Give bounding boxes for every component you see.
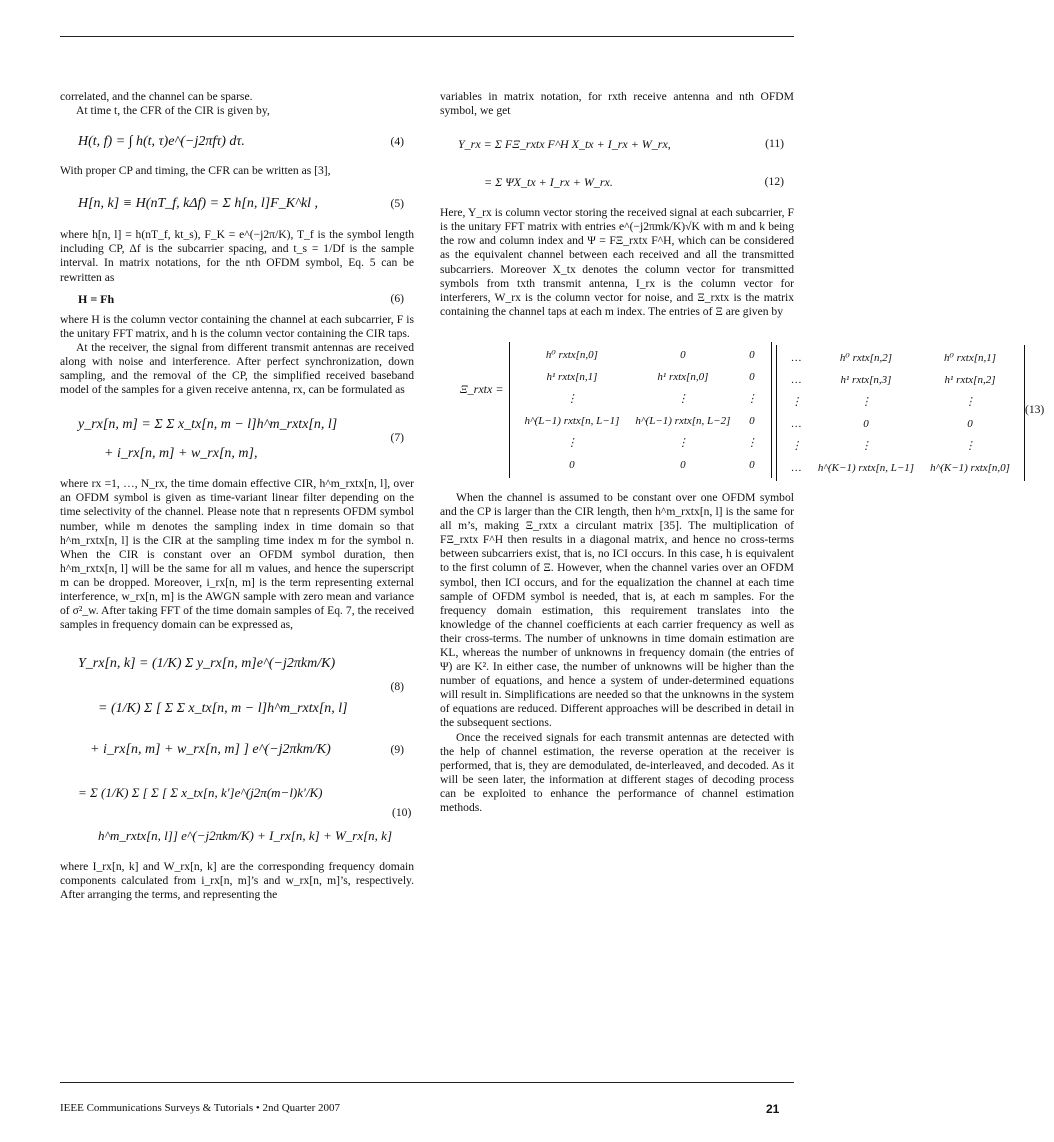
- matrix-cell: h¹ rxtx[n,0]: [657, 370, 709, 383]
- top-rule: [60, 36, 794, 37]
- matrix-cell: h¹ rxtx[n,2]: [944, 373, 996, 386]
- equation-line: = (1/K) Σ [ Σ Σ x_tx[n, m − l]h^m_rxtx[n, l]: [98, 701, 348, 717]
- equation-line: Y_rx[n, k] = (1/K) Σ y_rx[n, m]e^(−j2πkm/K): [78, 656, 336, 672]
- equation-11: [440, 134, 794, 154]
- matrix-cell: 0: [967, 417, 973, 430]
- channel-matrix-part-2: [776, 345, 1025, 481]
- matrix-cell: h⁰ rxtx[n,1]: [943, 351, 997, 364]
- matrix-cell: 0: [680, 458, 686, 471]
- equation-10: [60, 770, 414, 856]
- matrix-cell: ⋮: [746, 392, 758, 405]
- matrix-cell: …: [791, 373, 802, 386]
- matrix-cell: ⋮: [746, 436, 758, 449]
- matrix-cell: ⋮: [566, 392, 578, 405]
- equation-4: [60, 132, 414, 152]
- equation-body: Y_rx = Σ FΞ_rxtx F^H X_tx + I_rx + W_rx,: [458, 137, 671, 152]
- paragraph: where I_rx[n, k] and W_rx[n, k] are the corresponding frequency domain components calculated from i_rx[n, m]’s and w_rx[n, m]’s, respectively. After arranging the terms, and representing the: [60, 860, 414, 902]
- paragraph: where rx =1, …, N_rx, the time domain effective CIR, h^m_rxtx[n, l], over an OFDM symbol is given as time-variant linear filter depending on the time selectivity of the channel. Please note that n represents OFDM symbol number, while m denotes the sampling index in time domain so that h^m_rxtx[n, l] is the CIR at the sampling time index m for the symbol n. When the CIR is constant over an OFDM symbol duration, then h^m_rxtx[n, l] will be the same for all m values, and hence the superscript m can be dropped. Moreover, i_rx[n, m] is the term representing external interference, w_rx[n, m] is the AWGN sample with zero mean and variance of σ²_w. After taking FFT of the time domain samples of Eq. 7, the received samples in frequency domain can be expressed as,: [60, 477, 414, 632]
- matrix-cell: h^(K−1) rxtx[n, L−1]: [817, 461, 915, 474]
- bottom-rule: [60, 1082, 794, 1083]
- matrix-row: [783, 413, 1018, 435]
- equation-7: [60, 409, 414, 467]
- matrix-cell: h⁰ rxtx[n,2]: [839, 351, 892, 364]
- matrix-cell: h¹ rxtx[n,1]: [546, 370, 598, 383]
- matrix-row: [783, 369, 1018, 391]
- matrix-row: [516, 366, 765, 388]
- matrix-cell: 0: [749, 414, 755, 427]
- right-column: [440, 90, 1045, 815]
- matrix-cell: h^(K−1) rxtx[n,0]: [930, 461, 1010, 474]
- equation-8: [60, 642, 414, 732]
- matrix-cell: …: [791, 417, 802, 430]
- equation-number: (13): [1024, 402, 1045, 416]
- equation-number: (8): [390, 680, 404, 694]
- matrix-cell: ⋮: [790, 395, 802, 408]
- matrix-cell: 0: [749, 370, 755, 383]
- equation-line: + i_rx[n, m] + w_rx[n, m],: [104, 446, 258, 462]
- equation-number: (4): [390, 135, 404, 149]
- matrix-cell: h⁰ rxtx[n,0]: [545, 348, 598, 361]
- matrix-lhs: Ξ_rxtx =: [460, 381, 504, 396]
- equation-body: H(t, f) = ∫ h(t, τ)e^(−j2πfτ) dτ.: [78, 134, 245, 150]
- equation-body: + i_rx[n, m] + w_rx[n, m] ] e^(−j2πkm/K): [90, 742, 331, 758]
- equation-body: H[n, k] ≡ H(nT_f, kΔf) = Σ h[n, l]F_K^kl ,: [78, 196, 319, 212]
- paragraph: At the receiver, the signal from different transmit antennas are received along with noise and interference. After perfect synchronization, down sampling, and the removal of the CP, the simplified received baseband model of the samples for a given receive antenna, rx, can be formulated as: [60, 340, 414, 397]
- equation-number: (7): [390, 431, 404, 445]
- matrix-row: [783, 457, 1018, 479]
- matrix-row: [516, 454, 765, 476]
- matrix-cell: 0: [863, 417, 869, 430]
- matrix-cell: h^(L−1) rxtx[n, L−2]: [635, 414, 731, 427]
- matrix-row: [516, 410, 765, 432]
- paragraph: where H is the column vector containing the channel at each subcarrier, F is the unitary FFT matrix, and h is the column vector containing the CIR taps.: [60, 312, 414, 340]
- matrix-cell: h¹ rxtx[n,3]: [840, 373, 892, 386]
- equation-number: (6): [390, 291, 404, 305]
- matrix-cell: h^(L−1) rxtx[n, L−1]: [524, 414, 620, 427]
- matrix-cell: ⋮: [964, 395, 976, 408]
- left-column: [60, 90, 414, 903]
- equation-body: H = Fh: [78, 291, 115, 306]
- matrix-row: [783, 435, 1018, 457]
- matrix-cell: 0: [749, 348, 755, 361]
- equation-6: [60, 289, 414, 309]
- matrix-row: [783, 391, 1018, 413]
- matrix-cell: ⋮: [677, 392, 689, 405]
- matrix-cell: ⋮: [790, 439, 802, 452]
- journal-footer: IEEE Communications Surveys & Tutorials • 2nd Quarter 2007: [60, 1102, 341, 1114]
- equation-13: [440, 339, 1045, 481]
- equation-9: [60, 740, 414, 760]
- matrix-cell: 0: [680, 348, 686, 361]
- matrix-row: [516, 344, 765, 366]
- equation-line: = Σ (1/K) Σ [ Σ [ Σ x_tx[n, k′]e^(j2π(m−l)k′/K): [78, 785, 323, 801]
- matrix-cell: ⋮: [677, 436, 689, 449]
- matrix-cell: 0: [569, 458, 575, 471]
- matrix-cell: ⋮: [964, 439, 976, 452]
- page-number: 21: [766, 1102, 780, 1116]
- paragraph: variables in matrix notation, for rxth receive antenna and nth OFDM symbol, we get: [440, 90, 794, 118]
- equation-12: [440, 172, 794, 192]
- matrix-row: [516, 388, 765, 410]
- matrix-cell: …: [791, 351, 802, 364]
- paragraph: When the channel is assumed to be constant over one OFDM symbol and the CP is larger than the CIR length, then h^m_rxtx[n, l] is the same for all m’s, making Ξ_rxtx a circulant matrix [35]. The multiplication of FΞ_rxtx F^H then results in a diagonal matrix, and hence no cross-terms between subcarriers exist, that is, no ICI occurs. In this case, h is equivalent to the first column of Ξ. However, when the channel varies over an OFDM symbol, then ICI occurs, and for the equalization the channel at each time sample of OFDM symbol is needed, that is, at each m samples. For the frequency domain estimation, this requirement translates into the knowledge of the channel coefficients at each carrier frequency as well as their cross-terms. The number of unknowns in time domain estimation are KL, whereas the number of unknowns in frequency domain (the entries of Ψ) are K². In either case, the number of unknowns will be higher than the number of equations, and hence a system of under-determined equations will result in. Simplifications are needed so that the unknowns in the system of equations are reduced. Different approaches will be described in detail in the subsequent sections.: [440, 490, 794, 730]
- matrix-cell: ⋮: [860, 439, 872, 452]
- equation-number: (10): [392, 806, 412, 820]
- equation-line: y_rx[n, m] = Σ Σ x_tx[n, m − l]h^m_rxtx[n, l]: [78, 417, 338, 433]
- paragraph: Once the received signals for each transmit antennas are detected with the help of channel estimation, the reverse operation at the receiver is performed, that is, they are demodulated, de-interleaved, and decoded. As it will be seen later, the information at different stages of decoding process can be exploited to enhance the performance of channel estimation methods.: [440, 730, 794, 814]
- matrix-row: [783, 347, 1018, 369]
- equation-body: = Σ ΨX_tx + I_rx + W_rx.: [484, 175, 613, 190]
- paragraph: With proper CP and timing, the CFR can be written as [3],: [60, 164, 331, 178]
- matrix-cell: 0: [749, 458, 755, 471]
- paragraph: where h[n, l] = h(nT_f, kt_s), F_K = e^(−j2π/K), T_f is the symbol length including CP, Δf is the subcarrier spacing, and t_s = 1/Df is the sample interval. In matrix notations, for the nth OFDM symbol, Eq. 5 can be rewritten as: [60, 228, 414, 284]
- paragraph: Here, Y_rx is column vector storing the received signal at each subcarrier, F is the unitary FFT matrix with entries e^(−j2πmk/K)√K with m and k being the row and column index and Ψ = FΞ_rxtx F^H, which can be considered as the equivalent channel between each received and all the transmitted subcarriers. Moreover X_tx denotes the column vector for transmitted symbols from txth transmit antenna, I_rx is the column vector for interferers, W_rx is the column vector for noise, and Ξ_rxtx is the matrix containing the channel taps at each m index. The entries of Ξ are given by: [440, 206, 794, 318]
- equation-5: [60, 194, 414, 214]
- matrix-cell: ⋮: [860, 395, 872, 408]
- channel-matrix-part-1: [509, 342, 772, 478]
- equation-number: (5): [390, 197, 404, 211]
- equation-line: h^m_rxtx[n, l]] e^(−j2πkm/K) + I_rx[n, k] + W_rx[n, k]: [98, 828, 393, 844]
- matrix-cell: ⋮: [566, 436, 578, 449]
- equation-number: (12): [764, 175, 784, 189]
- equation-number: (9): [390, 743, 404, 757]
- paragraph: At time t, the CFR of the CIR is given by,: [76, 104, 270, 118]
- matrix-cell: …: [791, 461, 802, 474]
- paragraph: correlated, and the channel can be sparse.: [60, 90, 253, 103]
- matrix-row: [516, 432, 765, 454]
- equation-number: (11): [765, 137, 784, 151]
